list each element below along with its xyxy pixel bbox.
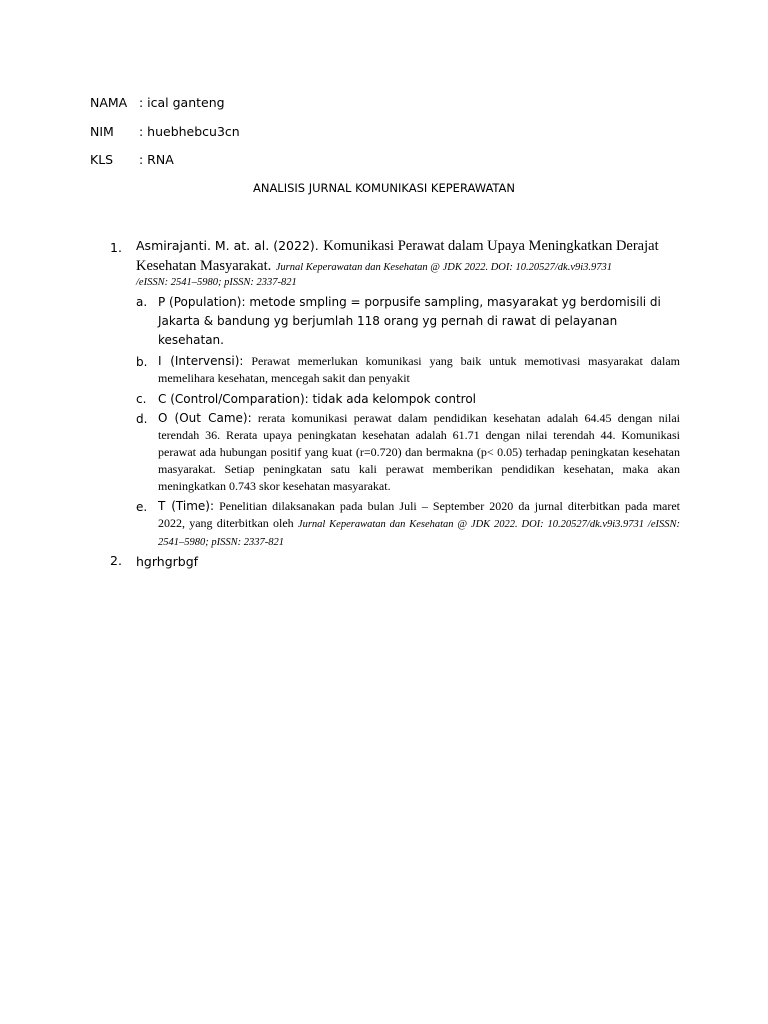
sub-letter: b.: [136, 355, 148, 369]
sub-item-time: [136, 498, 680, 551]
sub-content: [158, 410, 680, 495]
nim-row: [90, 124, 240, 140]
sub-text: Perawat memerlukan komunikasi yang baik untuk memotivasi masyarakat dalam memelihara kesehatan, mencegah sakit dan penyakit: [158, 354, 680, 385]
sub-text: Penelitian dilaksanakan pada bulan Juli – September 2020 da jurnal diterbitkan pada maret 2022, yang diterbitkan oleh: [158, 499, 681, 530]
sub-text: rerata komunikasi perawat dalam pendidikan kesehatan adalah 64.45 dengan nilai terendah 36. Rerata upaya peningkatan kesehatan adalah 61.71 dengan nilai terendah 44. Komunikasi perawat ada hubungan positif yang kuat (r=0.720) dan bermakna (p< 0.05) terhadap peningkatan kesehatan masyarakat. Setiap peningkatan satu kali perawat memberikan pendidikan kesehatan, maka akan meningkatkan 0.743 skor kesehatan masyarakat.: [158, 411, 681, 493]
list-number: 1.: [110, 240, 122, 255]
document-title: ANALISIS JURNAL KOMUNIKASI KEPERAWATAN: [252, 181, 516, 195]
sub-text: tidak ada kelompok control: [312, 392, 477, 406]
sub-content: [158, 353, 680, 387]
sub-content: [158, 498, 680, 551]
nim-label: NIM: [90, 124, 114, 139]
name-label: NAMA: [90, 95, 128, 110]
reference-journal: Jurnal Keperawatan dan Kesehatan @ JDK 2022. DOI: 10.20527/dk.v9i3.9731: [275, 262, 613, 273]
name-row: [90, 95, 225, 111]
reference-authors: Asmirajanti. M. at. al. (2022).: [136, 238, 319, 253]
reference-title: Komunikasi Perawat dalam Upaya Meningkatkan Derajat Kesehatan Masyarakat.: [136, 238, 659, 274]
class-row: [90, 152, 174, 168]
reference-issn: /eISSN: 2541–5980; pISSN: 2337-821: [136, 277, 297, 288]
sub-label: C (Control/Comparation):: [158, 392, 309, 406]
class-label: KLS: [90, 152, 114, 167]
sub-label: T (Time):: [158, 499, 215, 513]
numbered-list: [110, 236, 680, 571]
sub-label: I (Intervensi):: [158, 354, 244, 368]
reference: [136, 236, 680, 278]
list-item-2: [110, 553, 680, 571]
sub-letter: c.: [136, 392, 147, 406]
sub-letter: e.: [136, 500, 148, 514]
sub-content: [158, 390, 680, 409]
class-value: : RNA: [138, 152, 174, 167]
sub-label: O (Out Came):: [158, 411, 252, 425]
sub-content: [158, 293, 680, 350]
sub-item-intervention: [136, 353, 680, 387]
sub-item-outcome: [136, 410, 680, 495]
list-number: 2.: [110, 553, 122, 568]
sub-journal: Jurnal Keperawatan dan Kesehatan @ JDK 2022. DOI: 10.20527/dk.v9i3.9731 /eISSN: 2541–5980; pISSN: 2337-821: [158, 519, 680, 548]
sub-text: metode smpling = porpusife sampling, masyarakat yg berdomisili di Jakarta & bandung yg berjumlah 118 orang yg pernah di rawat di pelayanan kesehatan.: [158, 295, 661, 347]
list-item-text: hgrhgrbgf: [136, 554, 199, 569]
sub-label: P (Population):: [158, 295, 246, 309]
sub-item-population: [136, 293, 680, 350]
sub-letter: d.: [136, 412, 148, 426]
list-item-1: [110, 236, 680, 551]
sub-letter: a.: [136, 295, 148, 309]
sub-item-control: [136, 390, 680, 409]
nim-value: : huebhebcu3cn: [138, 124, 240, 139]
name-value: : ical ganteng: [138, 95, 225, 110]
